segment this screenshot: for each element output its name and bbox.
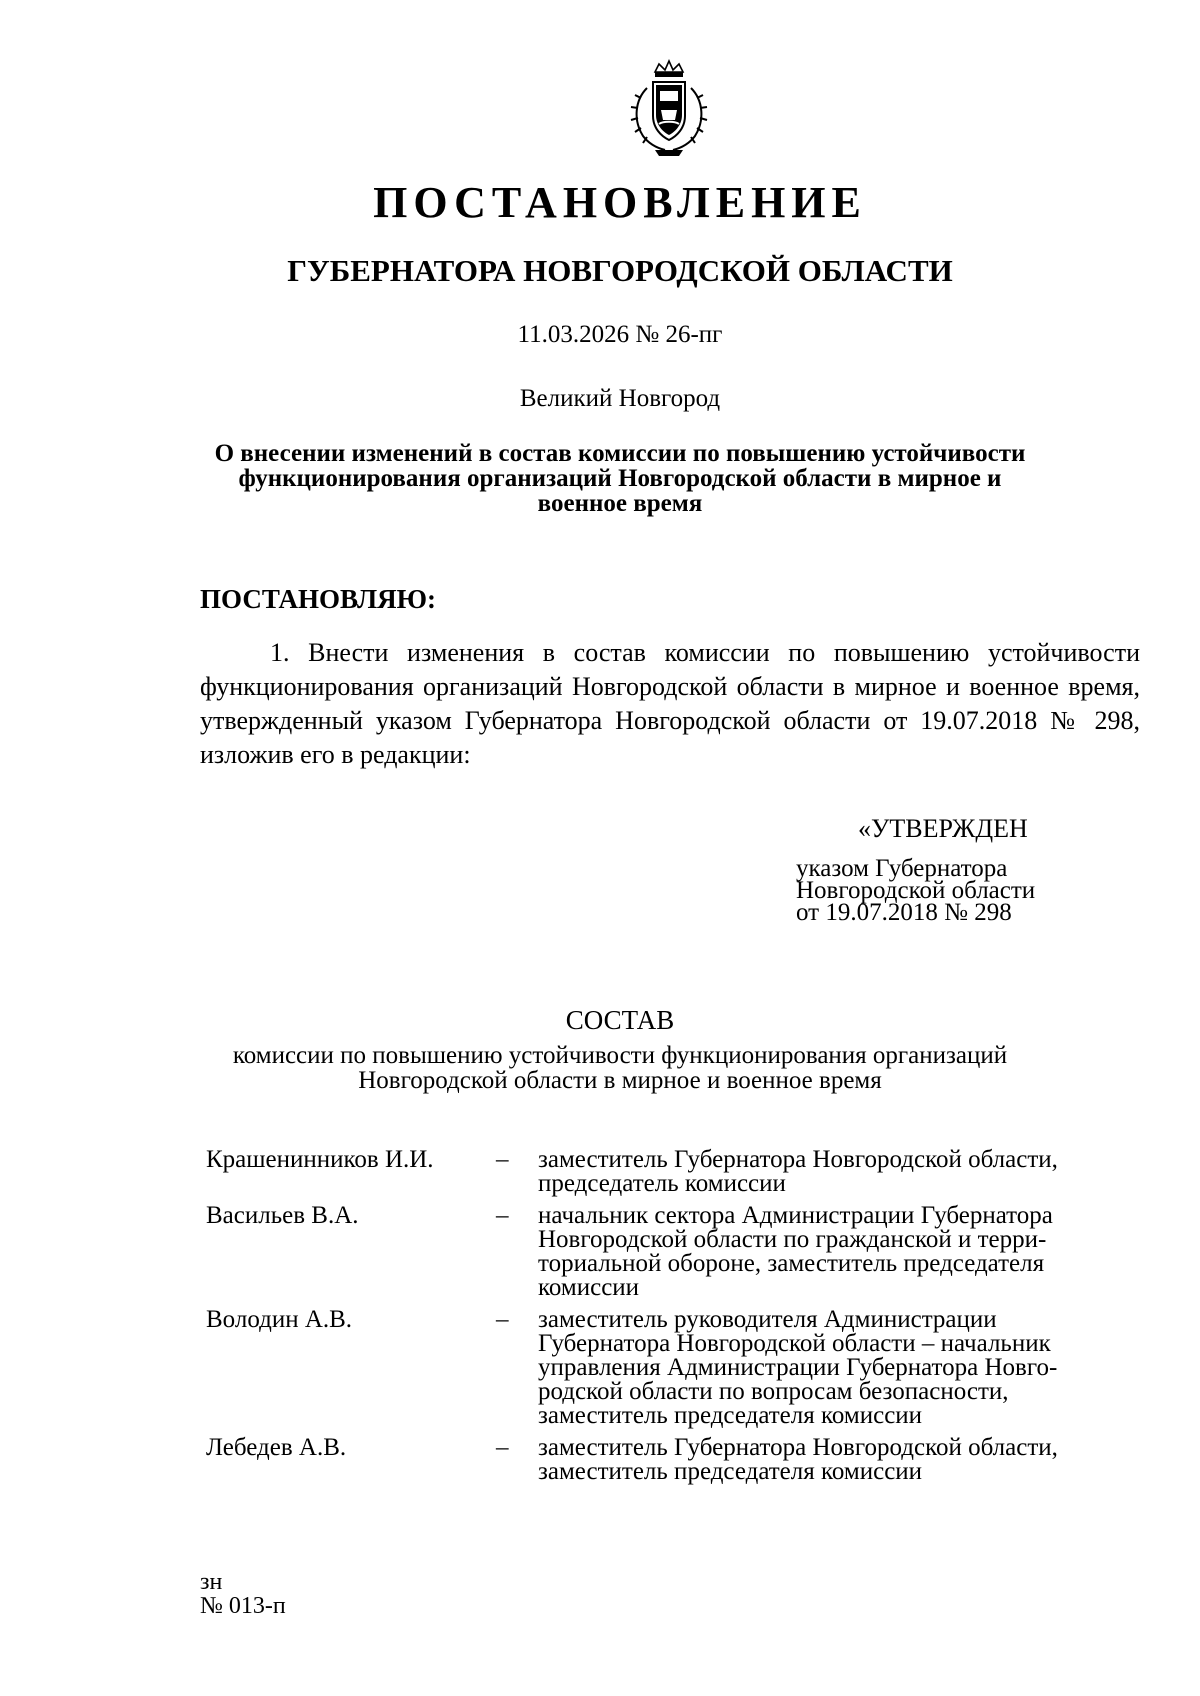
member-role — [538, 1308, 1128, 1428]
decree-word: ПОСТАНОВЛЯЮ: — [200, 584, 436, 614]
member-role-line: заместитель Губернатора Новгородской области, — [538, 1146, 1058, 1173]
member-dash: – — [496, 1306, 509, 1333]
member-row — [206, 1148, 1140, 1196]
member-role-line: заместитель Губернатора Новгородской области, — [538, 1434, 1058, 1461]
member-role — [538, 1148, 1128, 1196]
member-role-line: управления Администрации Губернатора Новго- — [538, 1354, 1058, 1381]
member-role-line: заместитель председателя комиссии — [538, 1458, 923, 1485]
coat-of-arms-emblem — [625, 58, 713, 158]
member-row — [206, 1436, 1140, 1484]
approval-stamp: «УТВЕРЖДЕН — [858, 814, 1028, 843]
composition-subtitle-line: комиссии по повышению устойчивости функционирования организаций — [232, 1042, 1008, 1069]
subject-line: военное время — [537, 490, 703, 517]
document-date-number: 11.03.2026 № 26-пг — [517, 321, 723, 348]
member-role-line: заместитель председателя комиссии — [538, 1402, 923, 1429]
subject-line: функционирования организаций Новгородской области в мирное и — [238, 465, 1002, 492]
member-row — [206, 1308, 1140, 1428]
member-dash: – — [496, 1202, 509, 1229]
footer-note — [200, 1570, 286, 1618]
approval-reference — [796, 855, 1036, 926]
member-role — [538, 1436, 1128, 1484]
member-role-line: заместитель руководителя Администрации — [538, 1306, 997, 1333]
footer-line: зн — [200, 1569, 223, 1595]
composition-subtitle — [120, 1043, 1120, 1093]
paragraph-1: 1. Внести изменения в состав комиссии по повышению устойчивости функционирования организаций Новгородской области в мирное и военное время, утвержденный указом Губернатора Новгородской области от 19.07.2018 № 298, изложив его в редакции: — [200, 638, 1140, 769]
member-name: Крашенинников И.И. — [206, 1146, 434, 1173]
member-dash: – — [496, 1146, 509, 1173]
approval-line: от 19.07.2018 № 298 — [796, 899, 1012, 926]
member-role — [538, 1204, 1128, 1300]
member-role-line: начальник сектора Администрации Губернатора — [538, 1202, 1053, 1229]
member-role-line: Новгородской области по гражданской и терри- — [538, 1226, 1047, 1253]
composition-subtitle-line: Новгородской области в мирное и военное время — [358, 1067, 882, 1094]
member-role-line: Губернатора Новгородской области – начальник — [538, 1330, 1051, 1357]
member-role-line: ториальной обороне, заместитель председателя — [538, 1250, 1045, 1277]
member-dash: – — [496, 1434, 509, 1461]
footer-line: № 013-п — [200, 1593, 286, 1619]
document-subject — [120, 441, 1120, 516]
document-type: ПОСТАНОВЛЕНИЕ — [373, 178, 867, 227]
member-role-line: родской области по вопросам безопасности, — [538, 1378, 1009, 1405]
approval-line: Новгородской области — [796, 877, 1036, 904]
approval-line: указом Губернатора — [796, 855, 1008, 882]
composition-title: СОСТАВ — [565, 1005, 675, 1035]
member-name: Васильев В.А. — [206, 1202, 359, 1229]
member-role-line: председатель комиссии — [538, 1170, 786, 1197]
subject-line: О внесении изменений в состав комиссии по повышению устойчивости — [214, 440, 1026, 467]
document-issuer: ГУБЕРНАТОРА НОВГОРОДСКОЙ ОБЛАСТИ — [287, 253, 953, 288]
member-role-line: комиссии — [538, 1274, 640, 1301]
member-name: Лебедев А.В. — [206, 1434, 347, 1461]
member-row — [206, 1204, 1140, 1300]
members-list — [206, 1148, 1140, 1490]
member-name: Володин А.В. — [206, 1306, 353, 1333]
document-city: Великий Новгород — [519, 385, 721, 412]
